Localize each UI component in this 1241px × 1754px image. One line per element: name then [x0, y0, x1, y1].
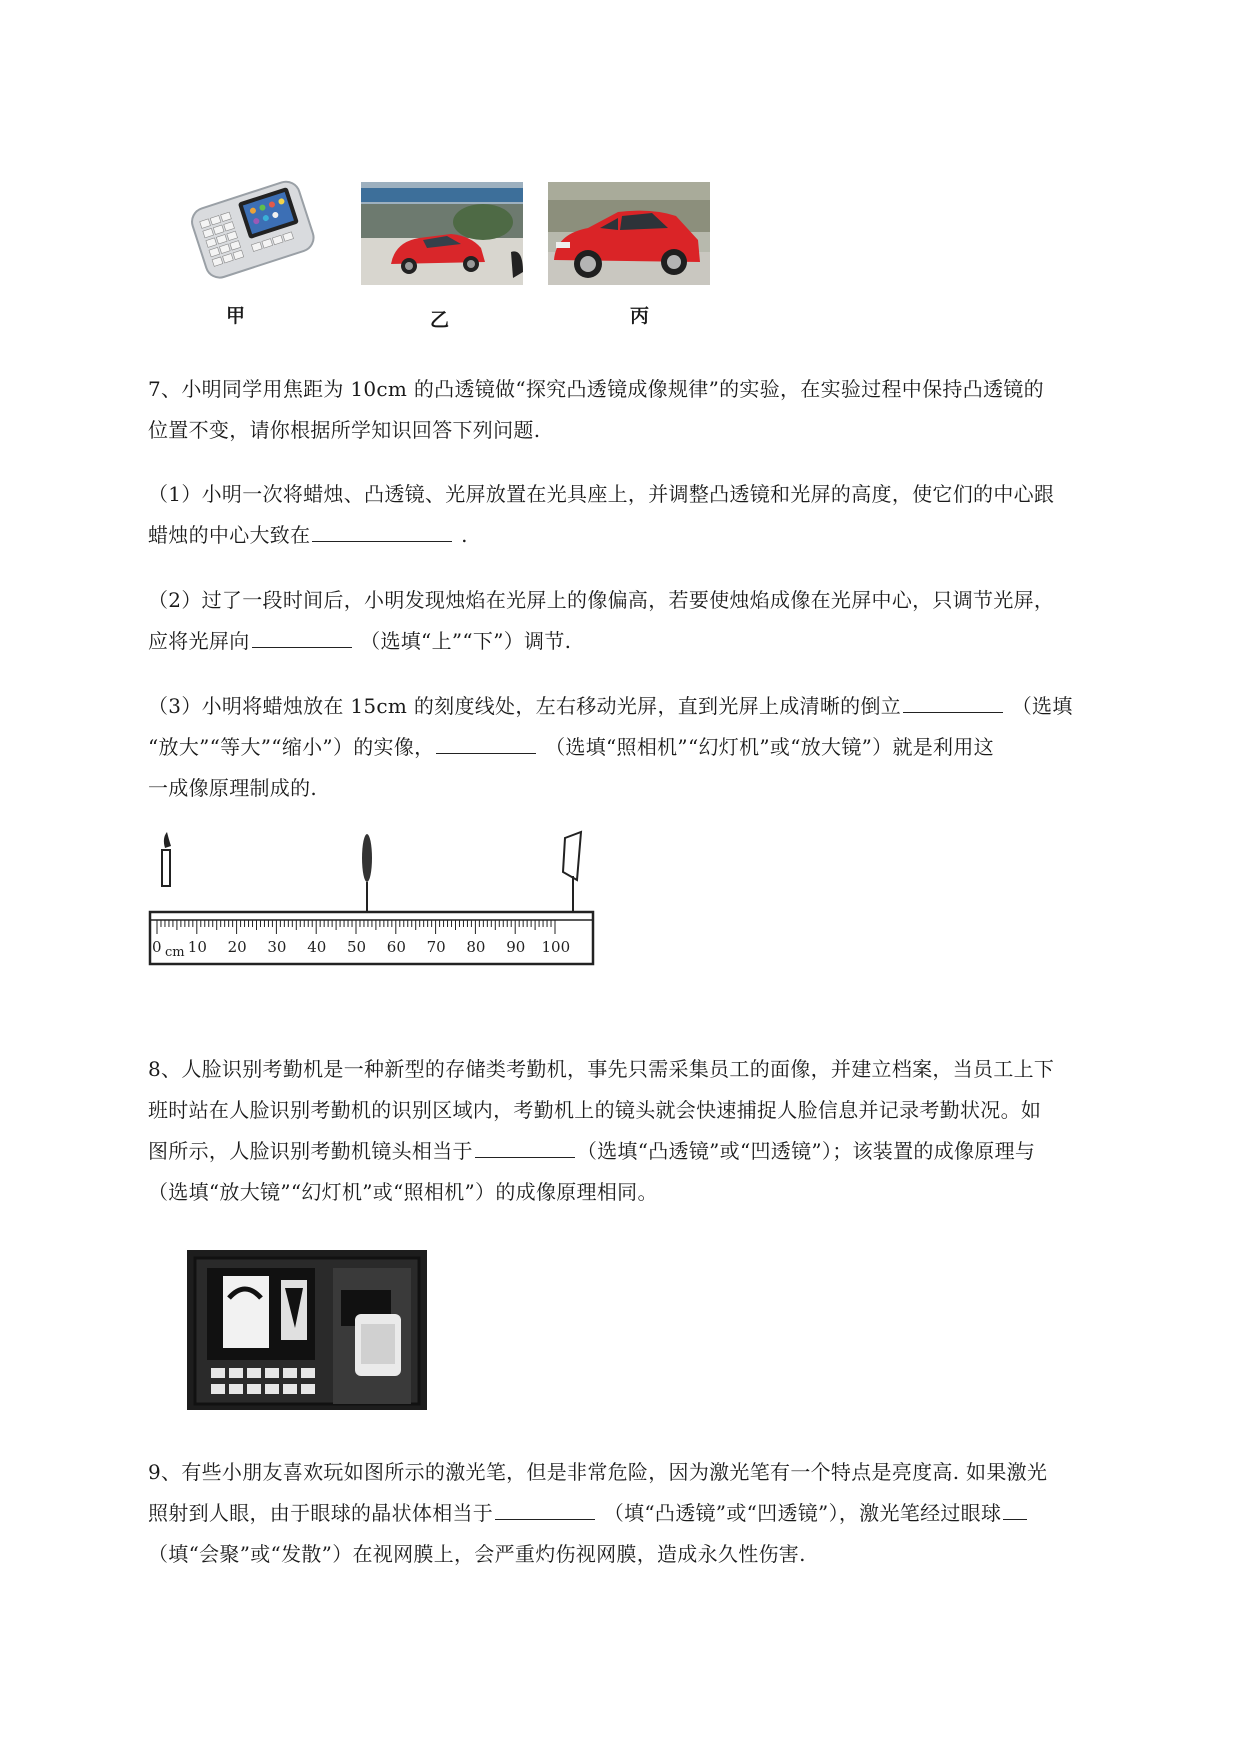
answer-blank[interactable]	[312, 519, 452, 542]
candle	[162, 850, 170, 886]
question-7-part-2	[148, 580, 1158, 662]
ruler-tick-label: 20	[227, 938, 247, 956]
ruler-tick-label: 100	[541, 938, 571, 956]
question-8	[148, 1049, 1158, 1213]
ruler-tick-label: 70	[426, 938, 446, 956]
answer-blank[interactable]	[436, 731, 536, 754]
answer-blank[interactable]	[495, 1497, 595, 1520]
answer-blank[interactable]	[252, 625, 352, 648]
ruler-tick-label: 60	[386, 938, 406, 956]
optical-bench-figure	[145, 828, 605, 968]
q7-p1-line-1: （1）小明一次将蜡烛、凸透镜、光屏放置在光具座上，并调整凸透镜和光屏的高度，使它们的中心跟	[148, 482, 1055, 506]
light-screen	[563, 832, 581, 880]
caption-jia: 甲	[226, 305, 246, 327]
ruler-tick-label: 40	[307, 938, 327, 956]
question-7-intro	[148, 369, 1158, 451]
convex-lens	[362, 834, 372, 882]
face-recognition-machine-image	[185, 1248, 430, 1413]
q7-p3-line-2: “放大”“等大”“缩小”）的实像， （选填“照相机”“幻灯机”或“放大镜”）就是利用这	[148, 727, 1158, 768]
q7-intro-line-1: 7、小明同学用焦距为 10cm 的凸透镜做“探究凸透镜成像规律”的实验，在实验过程中保持凸透镜的	[148, 377, 1044, 401]
ruler-tick-label: 10	[187, 938, 207, 956]
q8-line-4: （选填“放大镜”“幻灯机”或“照相机”）的成像原理相同。	[148, 1180, 658, 1204]
answer-blank[interactable]	[1003, 1497, 1027, 1520]
caption-yi: 乙	[430, 309, 450, 331]
question-9	[148, 1452, 1158, 1575]
q7-p2-line-1: （2）过了一段时间后，小明发现烛焰在光屏上的像偏高，若要使烛焰成像在光屏中心，只调节光屏，	[148, 588, 1055, 612]
car-photo-near	[548, 182, 710, 285]
q7-p3-line-1: （3）小明将蜡烛放在 15cm 的刻度线处，左右移动光屏，直到光屏上成清晰的倒立 （选填	[148, 686, 1158, 727]
q7-p3-line-3: 一成像原理制成的.	[148, 776, 318, 800]
answer-blank[interactable]	[903, 690, 1003, 713]
q9-line-2: 照射到人眼，由于眼球的晶状体相当于 （填“凸透镜”或“凹透镜”），激光笔经过眼球	[148, 1493, 1158, 1534]
ruler-tick-label: 90	[506, 938, 526, 956]
q7-p1-line-2: 蜡烛的中心大致在 .	[148, 515, 1158, 556]
ruler-unit: cm	[165, 945, 185, 960]
question-7-part-3	[148, 686, 1158, 809]
phone-image	[185, 175, 325, 285]
q7-p2-line-2: 应将光屏向 （选填“上”“下”）调节.	[148, 621, 1158, 662]
question-7-part-1	[148, 474, 1158, 556]
ruler-tick-label: 0	[152, 938, 162, 956]
candle-flame	[164, 832, 171, 848]
q9-line-1: 9、有些小朋友喜欢玩如图所示的激光笔，但是非常危险，因为激光笔有一个特点是亮度高. 如果激光	[148, 1460, 1048, 1484]
answer-blank[interactable]	[475, 1135, 575, 1158]
q9-line-3: （填“会聚”或“发散”）在视网膜上，会严重灼伤视网膜，造成永久性伤害.	[148, 1542, 806, 1566]
q7-intro-line-2: 位置不变，请你根据所学知识回答下列问题.	[148, 418, 541, 442]
caption-bing: 丙	[630, 305, 650, 327]
ruler-tick-label: 30	[267, 938, 287, 956]
q8-line-2: 班时站在人脸识别考勤机的识别区域内，考勤机上的镜头就会快速捕捉人脸信息并记录考勤状况。如	[148, 1098, 1042, 1122]
q8-line-3: 图所示，人脸识别考勤机镜头相当于 （选填“凸透镜”或“凹透镜”）；该装置的成像原理与	[148, 1131, 1158, 1172]
ruler-tick-label: 50	[347, 938, 367, 956]
ruler-tick-label: 80	[466, 938, 486, 956]
q8-line-1: 8、人脸识别考勤机是一种新型的存储类考勤机，事先只需采集员工的面像，并建立档案，当员工上下	[148, 1057, 1055, 1081]
car-photo-far	[361, 182, 523, 285]
